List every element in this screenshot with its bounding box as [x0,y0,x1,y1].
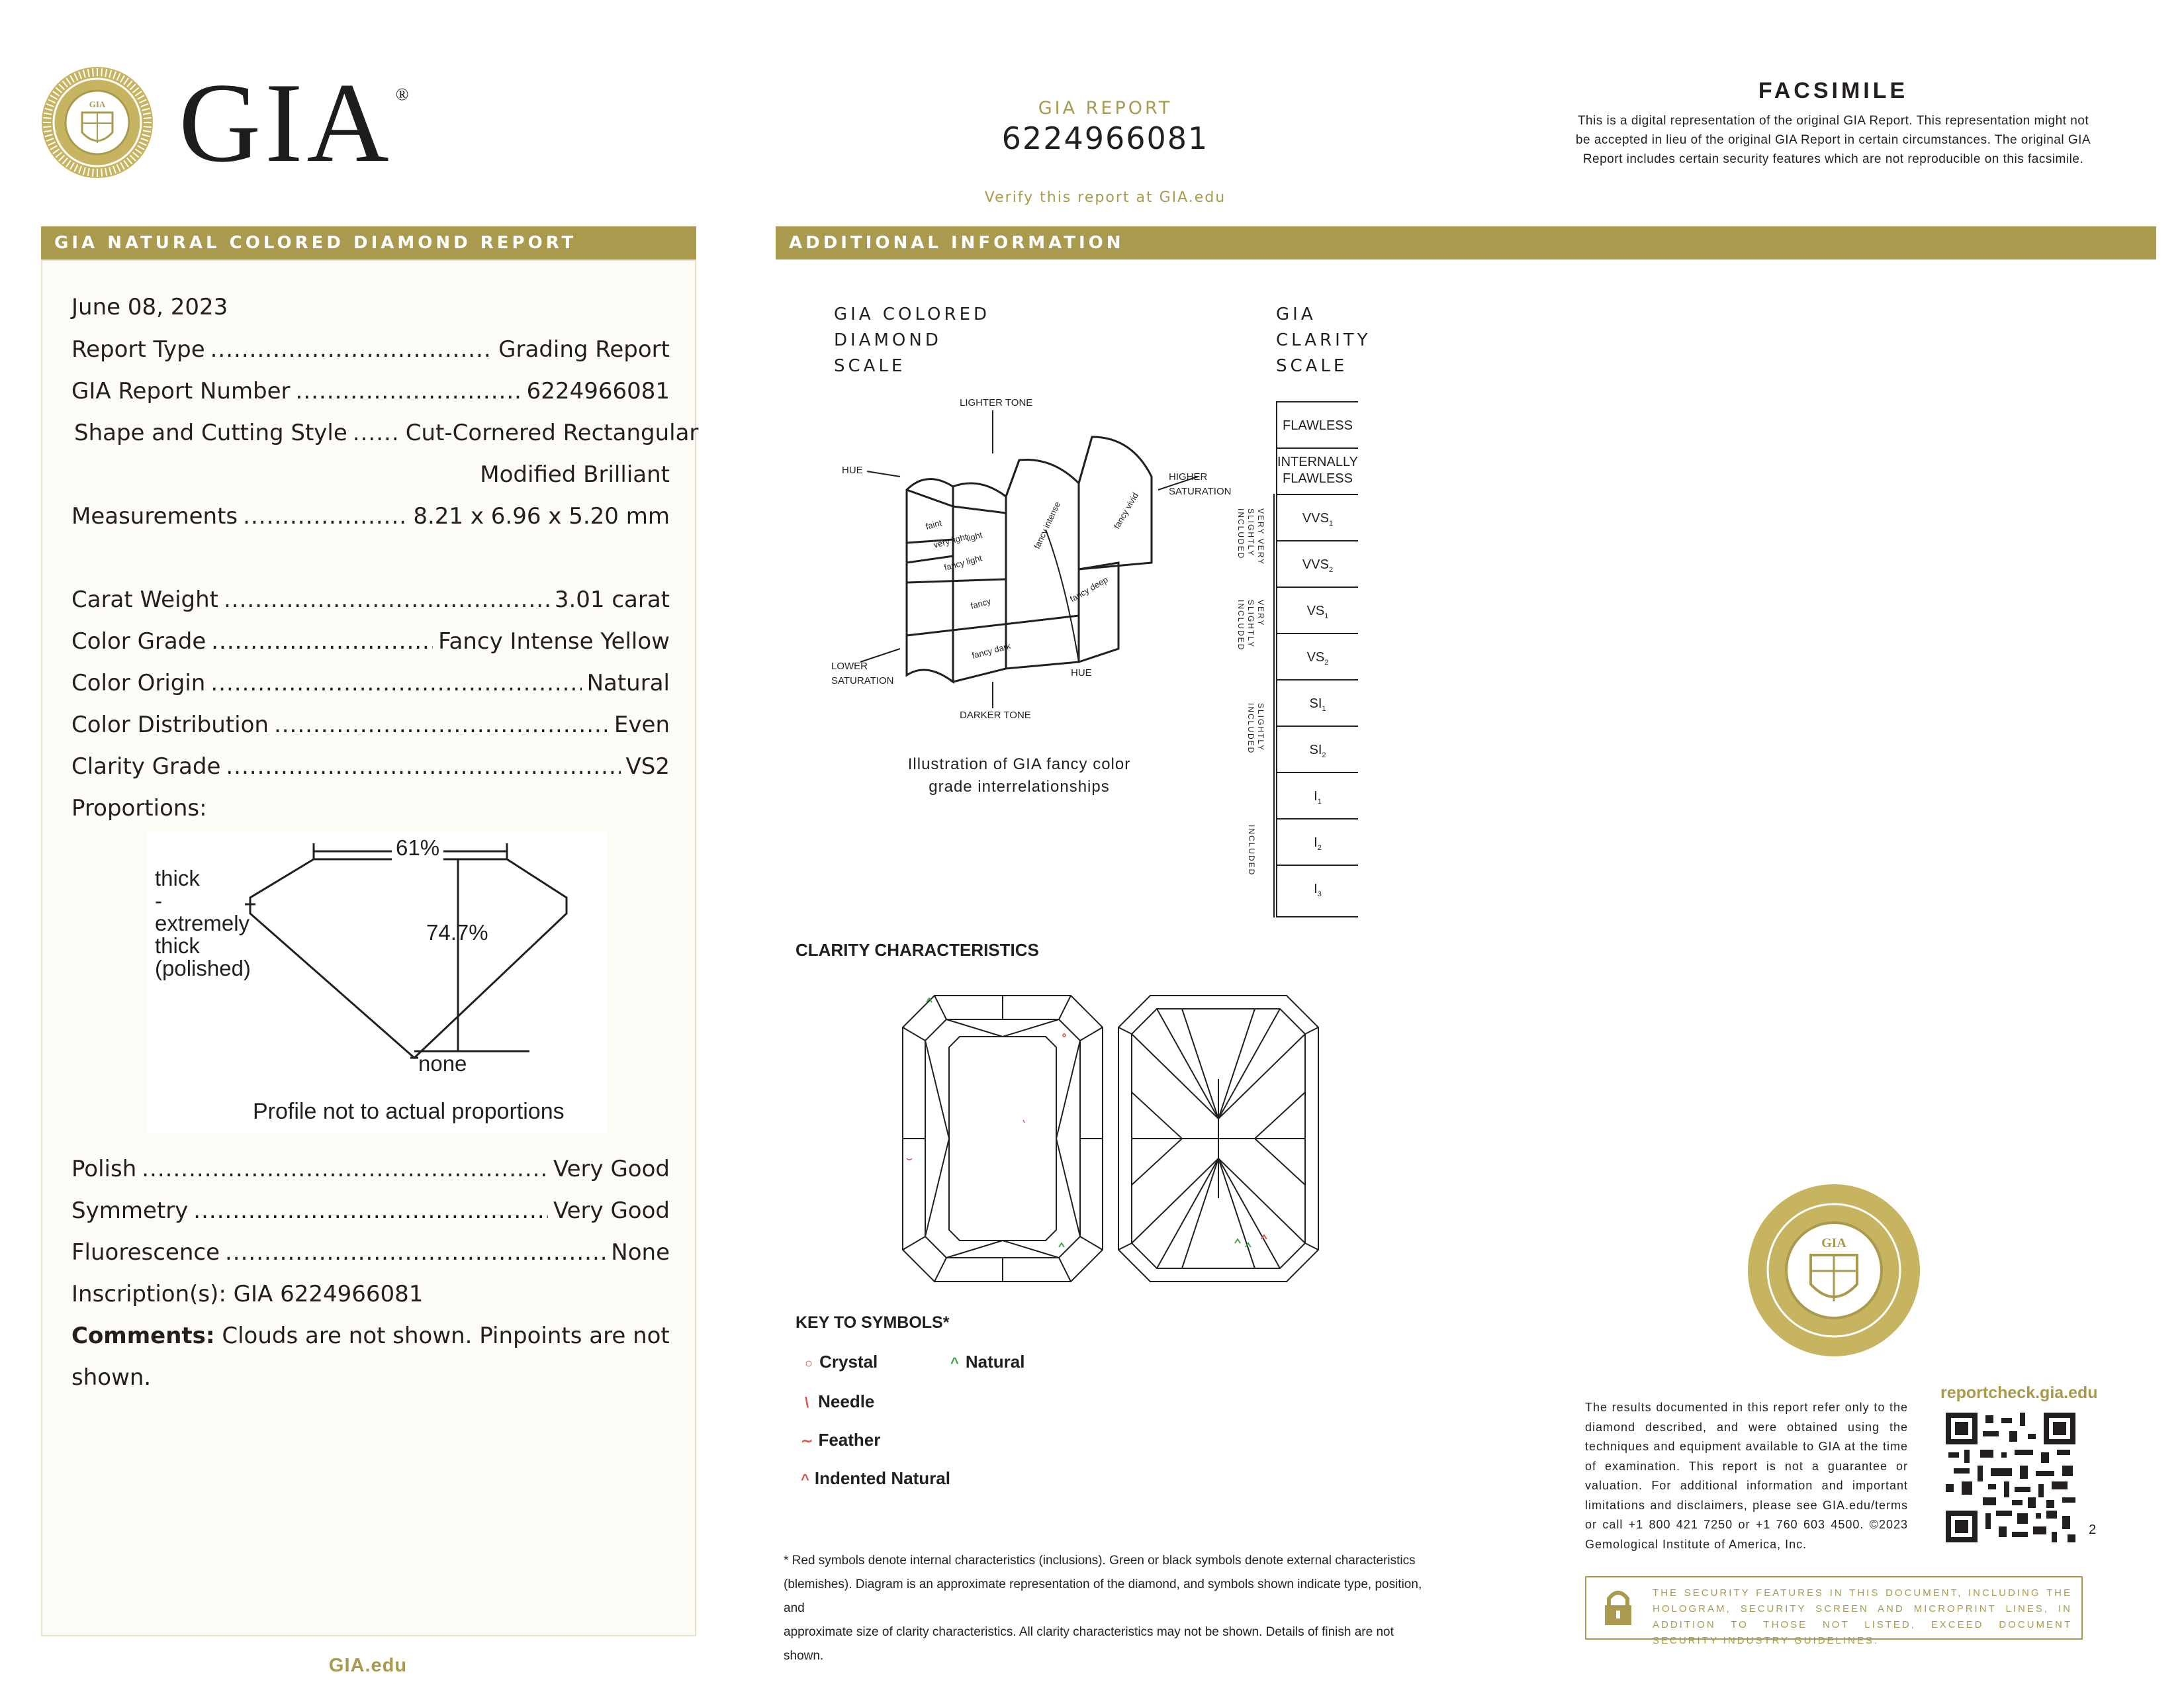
grade-fancy-deep: fancy deep [1068,574,1110,604]
field-color-grade: Color Grade ..... Fancy Intense Yellow [71,628,670,657]
field-fluorescence: Fluorescence ..... None [71,1239,670,1268]
profile-note: Profile not to actual proportions [253,1099,565,1124]
report-title-bar: GIA NATURAL COLORED DIAMOND REPORT [41,226,696,259]
depth-percent: 74.7% [426,920,488,945]
report-date: June 08, 2023 [71,294,228,320]
comments-text: Clouds are not shown. Pinpoints are not [214,1323,670,1349]
field-report-number: GIA Report Number ..... 6224966081 [71,378,670,407]
girdle-label [155,867,251,980]
clarity-group-vvs: VERY VERY SLIGHTLY INCLUDED [1236,508,1265,565]
registered-mark: ® [395,85,413,104]
girdle-line-4: thick [155,933,200,958]
natural-icon: ^ [950,1354,959,1371]
indented-natural-icon: ^ [801,1471,809,1487]
reportcheck-link[interactable]: reportcheck.gia.edu [1940,1383,2098,1402]
needle-icon: \ [805,1394,809,1411]
clarity-vs1: $VS_1$ [1277,586,1358,633]
lighter-tone-label: LIGHTER TONE [960,397,1033,408]
qr-code[interactable] [1946,1413,2075,1542]
girdle-line-3: extremely [155,911,250,935]
clarity-scale-title-3: SCALE [1276,356,1348,376]
grade-fancy-dark: fancy dark [970,640,1012,661]
field-measurements: Measurements ..... 8.21 x 6.96 x 5.20 mm [71,503,670,532]
comments [71,1323,670,1349]
security-text: THE SECURITY FEATURES IN THIS DOCUMENT, INCLUDING THE HOLOGRAM, SECURITY SCREEN AND MICROPRINT LINES, IN ADDITION TO THOSE NOT LISTED, EXCEED DOCUMENT SECURITY INDUSTRY GUIDELINES. [1653,1587,2072,1646]
clarity-scale-title-2: CLARITY [1276,330,1371,350]
field-clarity-grade: Clarity Grade ..... VS2 [71,753,670,782]
field-carat-weight: Carat Weight ..... 3.01 carat [71,586,670,616]
gia-wordmark [179,60,413,186]
clarity-group-i: INCLUDED [1247,825,1256,876]
svg-text:GIA: GIA [89,99,106,109]
clarity-si1: $SI_1$ [1277,679,1358,726]
key-title: KEY TO SYMBOLS* [796,1313,950,1332]
color-scale-title-3: SCALE [834,356,906,376]
lower-saturation-label: LOWER SATURATION [831,661,894,686]
disclaimer: The results documented in this report refer only to the diamond described, and were obtained using the techniques and equipment available to GIA at the time of examination. This report is not a guarantee or valuation. For additional information and important limitations and disclaimers, please see GIA.edu/terms or call +1 800 421 7250 or +1 760 603 4500. ©2023 Gemological Institute of America, Inc. [1585,1401,1908,1551]
clarity-plot-pavilion [1116,993,1321,1284]
field-polish: Polish ..... Very Good [71,1156,670,1185]
clarity-group-bracket-2 [1273,586,1275,679]
higher-saturation-label: HIGHER SATURATION [1169,471,1232,497]
grade-fancy-intense: fancy intense [1032,500,1063,551]
svg-text:GIA: GIA [1821,1236,1846,1250]
additional-info-bar: ADDITIONAL INFORMATION [776,226,2156,259]
color-scale-title-1: GIA COLORED [834,305,991,324]
color-diagram-caption: Illustration of GIA fancy color grade interrelationships [907,755,1131,796]
clarity-vvs2: $VVS_2$ [1277,540,1358,586]
facsimile-title: FACSIMILE [1758,78,1909,103]
gia-large-seal [1747,1184,1921,1357]
proportions-diagram [147,831,608,1133]
grade-fancy-vivid: fancy vivid [1111,491,1140,531]
clarity-i1: $I_1$ [1277,772,1358,818]
clarity-flawless: FLAWLESS [1277,401,1358,447]
clarity-scale-title [1276,302,1371,379]
girdle-line-5: (polished) [155,956,251,980]
feather-icon: ∼ [801,1432,813,1449]
clarity-characteristics-title: CLARITY CHARACTERISTICS [796,940,1039,960]
security-notice [1585,1576,2083,1646]
gia-seal-logo [41,66,154,179]
field-shape-cont: Modified Brilliant [480,461,670,488]
gia-wordmark-text: GIA [179,60,393,186]
comments-cont: shown. [71,1364,152,1391]
key-indented-natural: ^ Indented Natural [801,1468,950,1488]
proportions-label: Proportions: [71,795,207,821]
girdle-line-1: thick [155,866,200,890]
table-percent: 61% [392,835,443,861]
grade-fancy: fancy [969,596,992,611]
grade-light: light [965,530,983,543]
color-scale-title [834,302,990,379]
comments-label: Comments: [71,1323,215,1349]
field-color-origin: Color Origin ..... Natural [71,670,670,699]
clarity-i3: $I_3$ [1277,865,1358,917]
facsimile-notice: This is a digital representation of the original GIA Report. This representation might not be accepted in lieu of the original GIA Report in certain circumstances. The original GIA Report includes certain security features which are not reproducible on this facsimile. [1575,114,2091,166]
footer-gia-link[interactable]: GIA.edu [328,1655,408,1676]
clarity-group-bracket-1 [1273,494,1275,586]
grade-very-light: very light [932,531,969,550]
culet-label: none [418,1051,467,1076]
report-number: 6224966081 [1001,120,1209,156]
clarity-scale-title-1: GIA [1276,305,1316,324]
field-symmetry: Symmetry ..... Very Good [71,1197,670,1227]
color-grade-diagram [827,397,1238,728]
clarity-vs2: $VS_2$ [1277,633,1358,679]
inscription: Inscription(s): GIA 6224966081 [71,1281,424,1307]
clarity-group-vs: VERY SLIGHTLY INCLUDED [1236,600,1265,651]
clarity-si2: $SI_2$ [1277,726,1358,772]
verify-link[interactable]: Verify this report at GIA.edu [984,189,1226,206]
key-needle: \ Needle [805,1391,875,1411]
lock-icon [1594,1583,1642,1633]
clarity-group-bracket-3 [1273,679,1275,772]
report-label: GIA REPORT [1038,98,1173,118]
symbols-footnote: * Red symbols denote internal characteristics (inclusions). Green or black symbols denote external characteristics (blemishes). Diagram is an approximate representation of the diamond, and symbols shown indicate type, position, and approximate size of clarity characteristics. All clarity characteristics may not be shown. Details of finish are not shown. [784,1554,1422,1663]
clarity-group-bracket-4 [1273,772,1275,917]
grade-fancy-light: fancy light [942,553,983,573]
color-scale-title-2: DIAMOND [834,330,942,350]
key-crystal: ○ Crystal [805,1352,878,1372]
girdle-line-2: - [155,888,162,913]
hue-label-top: HUE [842,465,863,476]
key-natural: ^ Natural [950,1352,1025,1372]
clarity-plot-crown [900,993,1105,1284]
field-report-type: Report Type ..... Grading Report [71,336,670,365]
hue-label-bottom: HUE [1071,667,1092,679]
field-shape: Shape and Cutting Style ..... Cut-Cornered Rectangular [74,420,672,449]
grade-faint: faint [924,518,943,532]
field-color-distribution: Color Distribution ..... Even [71,712,670,741]
page-number: 2 [2089,1523,2097,1537]
key-feather: ∼ Feather [801,1430,881,1450]
darker-tone-label: DARKER TONE [960,710,1031,721]
clarity-vvs1: $VVS_1$ [1277,494,1358,540]
crystal-icon: ○ [805,1356,813,1371]
clarity-i2: $I_2$ [1277,818,1358,865]
clarity-group-si: SLIGHTLY INCLUDED [1246,703,1265,755]
clarity-internally-flawless: INTERNALLY FLAWLESS [1277,447,1358,494]
